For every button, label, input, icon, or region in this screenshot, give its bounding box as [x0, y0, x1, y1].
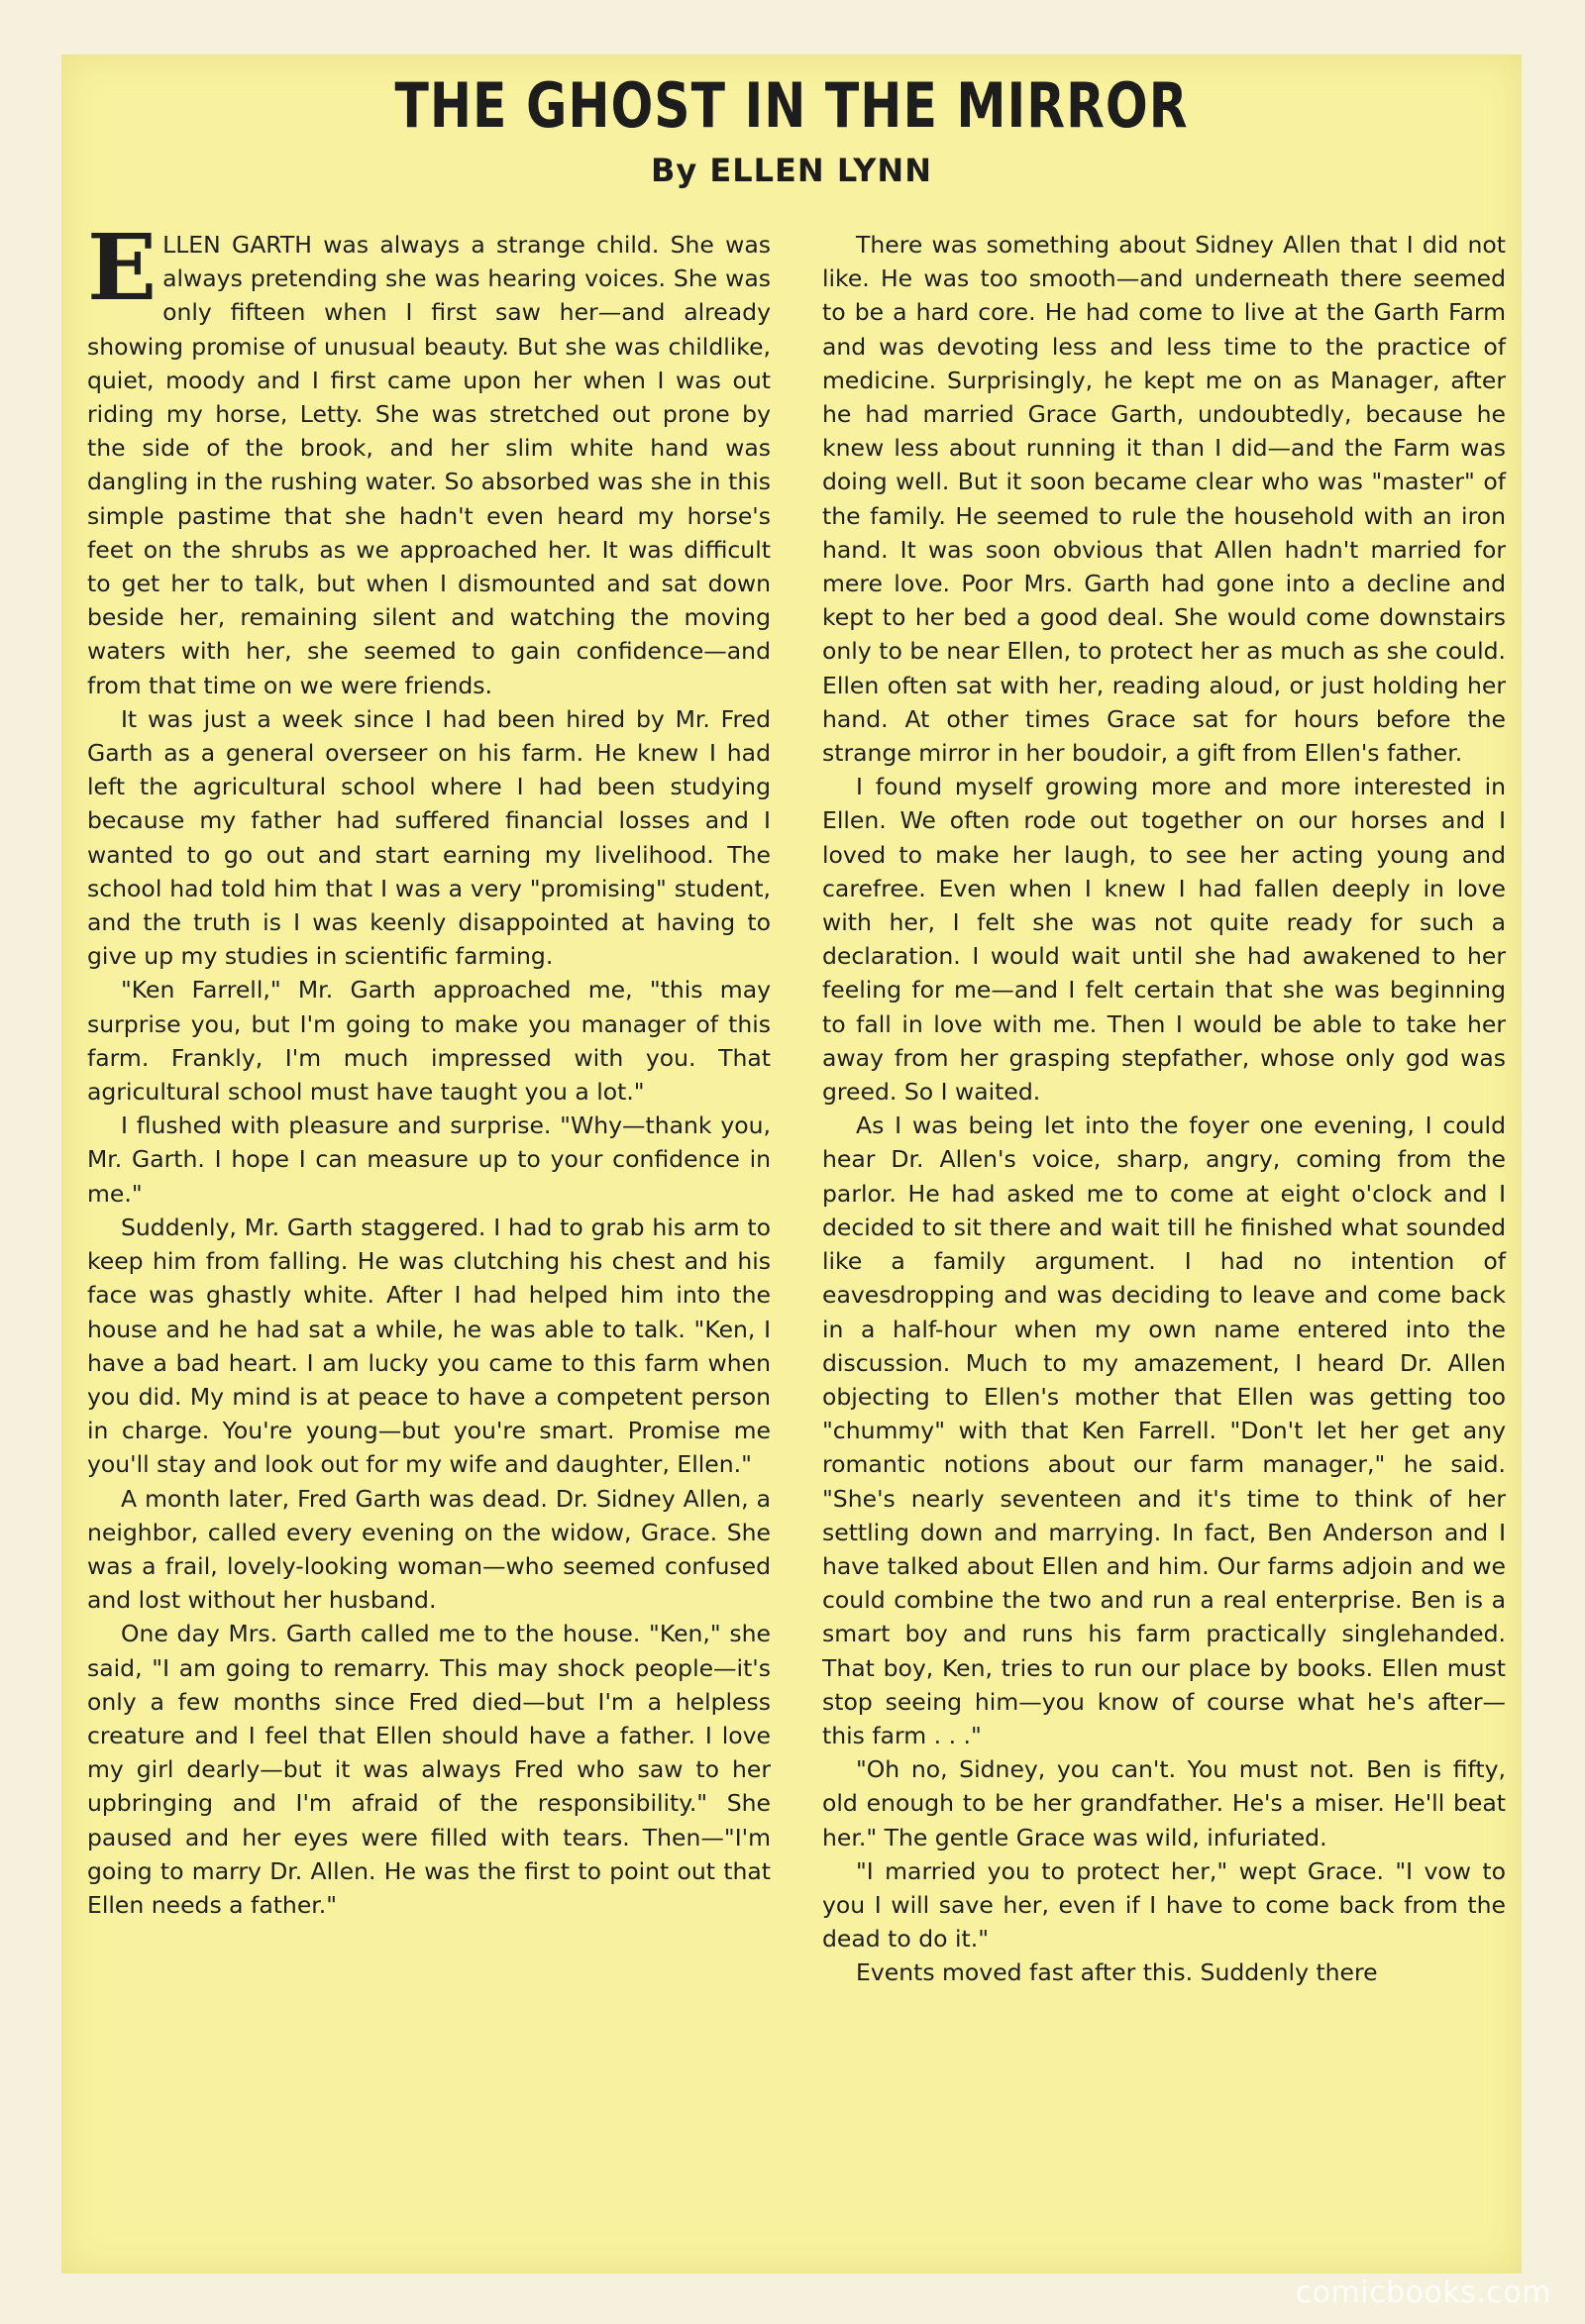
paragraph: Events moved fast after this. Suddenly there [856, 1958, 1378, 1987]
story-byline: By ELLEN LYNN [651, 152, 932, 189]
right-column [822, 228, 1506, 1990]
paragraph: As I was being let into the foyer one evening, I could hear Dr. Allen's voice, sharp, angry, coming from the parlor. He had asked me to come at eight o'clock and I decided to sit there and wait till he finished what sounded like a family argument. I had no intention of eavesdropping and was deciding to leave and come back in a half-hour when my own name entered into the discussion. Much to my amazement, I heard Dr. Allen objecting to Ellen's mother that Ellen was getting too "chummy" with that Ken Farrell. "Don't let her get any romantic notions about our farm manager," he said. "She's nearly seventeen and it's time to think of her settling down and marrying. In fact, Ben Anderson and I have talked about Ellen and him. Our farms adjoin and we could combine the two and run a real enterprise. Ben is a smart boy and runs his farm practically singlehanded. That boy, Ken, tries to run our place by books. Ellen must stop seeing him—you know of course what he's after—this farm . . ." [822, 1111, 1506, 1749]
paragraph: I flushed with pleasure and surprise. "Why—thank you, Mr. Garth. I hope I can measure up to your confidence in me." [87, 1111, 771, 1208]
paragraph: A month later, Fred Garth was dead. Dr. Sidney Allen, a neighbor, called every evening on the widow, Grace. She was a frail, lovely-looking woman—who seemed confused and lost without her husband. [87, 1484, 771, 1615]
paragraph: "Oh no, Sidney, you can't. You must not. Ben is fifty, old enough to be her grandfather. He's a miser. He'll beat her." The gentle Grace was wild, infuriated. [822, 1755, 1506, 1851]
paragraph: Suddenly, Mr. Garth staggered. I had to grab his arm to keep him from falling. He was clutching his chest and his face was ghastly white. After I had helped him into the house and he had sat a while, he was able to talk. "Ken, I have a bad heart. I am lucky you came to this farm when you did. My mind is at peace to have a competent person in charge. You're young—but you're smart. Promise me you'll stay and look out for my wife and daughter, Ellen." [87, 1213, 771, 1479]
drop-cap: E [87, 214, 158, 321]
left-column [87, 214, 771, 1922]
paragraph: I found myself growing more and more interested in Ellen. We often rode out together on our horses and I loved to make her laugh, to see her acting young and carefree. Even when I knew I had fallen deeply in love with her, I felt she was not quite ready for such a declaration. I would wait until she had awakened to her feeling for me—and I felt certain that she was beginning to fall in love with me. Then I would be able to take her away from her grasping stepfather, whose only god was greed. So I waited. [822, 773, 1506, 1107]
paragraph: There was something about Sidney Allen that I did not like. He was too smooth—and underneath there seemed to be a hard core. He had come to live at the Garth Farm and was devoting less and less time to the practice of medicine. Surprisingly, he kept me on as Manager, after he had married Grace Garth, undoubtedly, because he knew less about running it than I did—and the Farm was doing well. But it soon became clear who was "master" of the family. He seemed to rule the household with an iron hand. It was soon obvious that Allen hadn't married for mere love. Poor Mrs. Garth had gone into a decline and kept to her bed a good deal. She would come downstairs only to be near Ellen, to protect her as much as she could. Ellen often sat with her, reading aloud, or just holding her hand. At other times Grace sat for hours before the strange mirror in her boudoir, a gift from Ellen's father. [822, 231, 1506, 768]
paragraph: ELLEN GARTH was always a strange child. She was always pretending she was hearing voices. She was only fifteen when I first saw her—and already showing promise of unusual beauty. But she was childlike, quiet, moody and I first came upon her when I was out riding my horse, Letty. She was stretched out prone by the side of the brook, and her slim white hand was dangling in the rushing water. So absorbed was she in this simple pastime that she hadn't even heard my horse's feet on the shrubs as we approached her. It was difficult to get her to talk, but when I dismounted and sat down beside her, remaining silent and watching the moving waters with her, she seemed to gain confidence—and from that time on we were friends. [87, 214, 771, 699]
story-page [61, 54, 1522, 2273]
story-title: THE GHOST IN THE MIRROR [394, 70, 1189, 143]
paragraph: It was just a week since I had been hired by Mr. Fred Garth as a general overseer on his farm. He knew I had left the agricultural school where I had been studying because my father had suffered financial losses and I wanted to go out and start earning my livelihood. The school had told him that I was a very "promising" student, and the truth is I was keenly disappointed at having to give up my studies in scientific farming. [87, 704, 771, 971]
paragraph: "Ken Farrell," Mr. Garth approached me, "this may surprise you, but I'm going to make you manager of this farm. Frankly, I'm much impressed with you. That agricultural school must have taught you a lot." [87, 976, 771, 1107]
paragraph: "I married you to protect her," wept Grace. "I vow to you I will save her, even if I have to come back from the dead to do it." [822, 1856, 1506, 1954]
paragraph: One day Mrs. Garth called me to the house. "Ken," she said, "I am going to remarry. This may shock people—it's only a few months since Fred died—but I'm a helpless creature and I feel that Ellen should have a father. I love my girl dearly—but it was always Fred who saw to her upbringing and I'm afraid of the responsibility." She paused and her eyes were filled with tears. Then—"I'm going to marry Dr. Allen. He was the first to point out that Ellen needs a father." [87, 1620, 771, 1919]
watermark: comicbooks.com [1295, 2275, 1551, 2310]
